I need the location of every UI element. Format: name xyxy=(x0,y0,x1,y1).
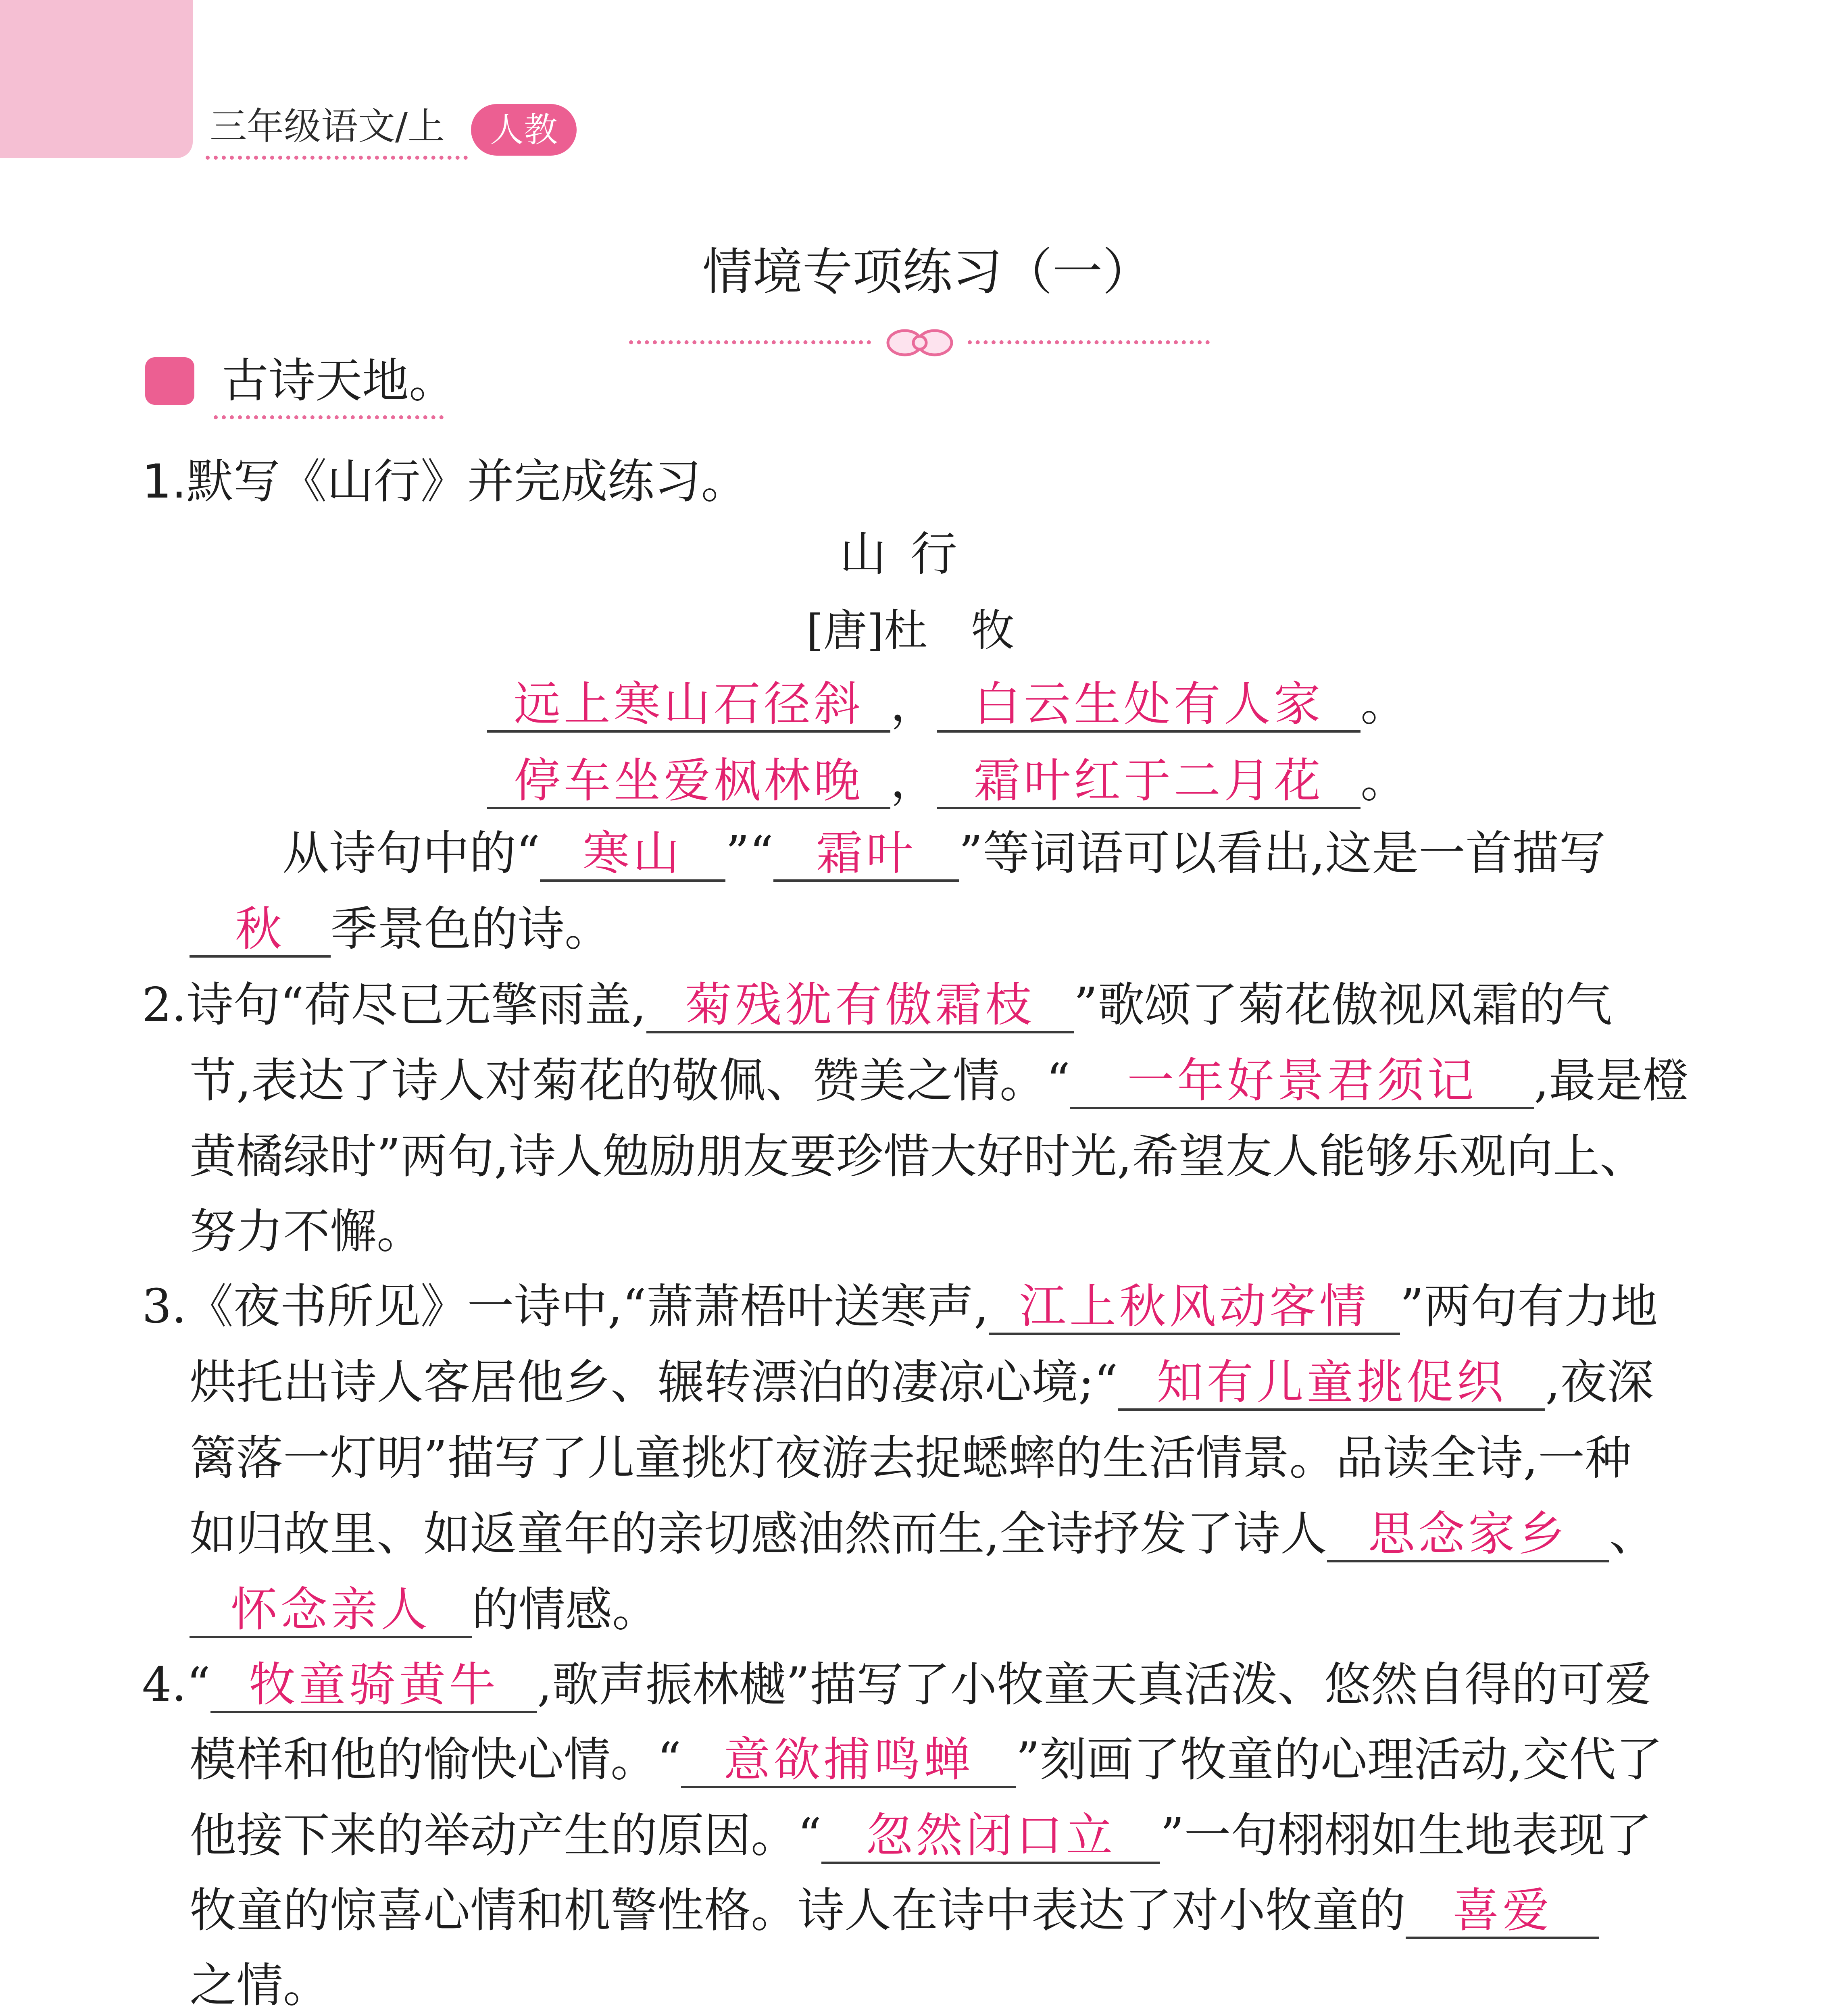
text: 烘托出诗人客居他乡、辗转漂泊的凄凉心境;“ xyxy=(190,1355,1118,1410)
text: 模样和他的愉快心情。“ xyxy=(190,1733,681,1787)
text: ,最是橙 xyxy=(1534,1054,1690,1108)
text: 他接下来的举动产生的原因。“ xyxy=(190,1808,822,1863)
text: 2.诗句“荷尽已无擎雨盖, xyxy=(142,978,646,1032)
q2-line-3: 黄橘绿时”两句,诗人勉励朋友要珍惜大好时光,希望友人能够乐观向上、 xyxy=(190,1129,1647,1184)
corner-tab xyxy=(0,0,193,158)
grade-label: 三年级语文/上 xyxy=(210,105,445,148)
answer-blank: 怀念亲人 xyxy=(190,1584,472,1638)
bow-icon xyxy=(885,327,954,359)
punct: ， xyxy=(890,754,937,808)
title-decoration xyxy=(629,327,1210,359)
section-bullet-icon xyxy=(145,357,194,405)
answer-blank: 知有儿童挑促织 xyxy=(1118,1357,1545,1411)
answer-blank: 一年好景君须记 xyxy=(1070,1055,1534,1109)
answer-blank: 思念家乡 xyxy=(1327,1508,1609,1562)
answer-blank: 远上寒山石径斜 xyxy=(487,679,890,733)
text: 3.《夜书所见》一诗中,“萧萧梧叶送寒声, xyxy=(142,1279,989,1334)
poem-line-2 xyxy=(487,751,1407,811)
text: 4.“ xyxy=(142,1658,210,1712)
q4-line-4 xyxy=(190,1881,1599,1941)
text: 从诗句中的“ xyxy=(282,826,540,881)
text: 牧童的惊喜心情和机警性格。诗人在诗中表达了对小牧童的 xyxy=(190,1883,1406,1938)
answer-blank: 霜叶 xyxy=(773,828,959,882)
text: ”一句栩栩如生地表现了 xyxy=(1160,1808,1652,1863)
text: 季景色的诗。 xyxy=(331,902,611,956)
title-dots-right xyxy=(968,340,1210,344)
section-underline xyxy=(214,415,444,419)
q3-line-4 xyxy=(190,1504,1656,1564)
title-dots-left xyxy=(629,340,871,344)
text: ,夜深 xyxy=(1545,1355,1654,1410)
text: ”歌颂了菊花傲视风霜的气 xyxy=(1073,978,1613,1032)
answer-blank: 忽然闭口立 xyxy=(821,1810,1160,1864)
text: ”刻画了牧童的心理活动,交代了 xyxy=(1016,1733,1663,1787)
answer-blank: 意欲捕鸣蝉 xyxy=(681,1734,1016,1788)
q1-line-a xyxy=(282,823,1606,884)
text: 节,表达了诗人对菊花的敬佩、赞美之情。“ xyxy=(190,1054,1071,1108)
text: 如归故里、如返童年的亲切感油然而生,全诗抒发了诗人 xyxy=(190,1507,1327,1561)
q2-line-4: 努力不懈。 xyxy=(190,1204,423,1259)
answer-blank: 江上秋风动客情 xyxy=(989,1281,1400,1335)
poem-title: 山行 xyxy=(840,527,981,581)
answer-blank: 菊残犹有傲霜枝 xyxy=(646,979,1074,1033)
section-title: 古诗天地。 xyxy=(222,354,456,408)
answer-blank: 白云生处有人家 xyxy=(937,679,1361,733)
poem-author: [唐]杜 牧 xyxy=(806,606,1015,656)
q2-line-2 xyxy=(190,1051,1689,1111)
answer-blank: 停车坐爱枫林晚 xyxy=(487,755,890,809)
text: ”两句有力地 xyxy=(1400,1279,1658,1334)
q3-line-2 xyxy=(190,1352,1654,1413)
text: ,歌声振林樾”描写了小牧童天真活泼、悠然自得的可爱 xyxy=(537,1658,1652,1712)
answer-blank: 秋 xyxy=(190,904,331,958)
text: 、 xyxy=(1609,1507,1656,1561)
answer-blank: 寒山 xyxy=(540,828,725,882)
q3-line-1 xyxy=(142,1277,1658,1337)
q4-line-1 xyxy=(142,1655,1652,1715)
q3-line-5 xyxy=(190,1580,659,1640)
answer-blank: 霜叶红于二月花 xyxy=(937,755,1361,809)
q4-line-5: 之情。 xyxy=(190,1958,330,2013)
punct: 。 xyxy=(1361,677,1407,731)
answer-blank: 牧童骑黄牛 xyxy=(210,1659,537,1713)
punct: 。 xyxy=(1361,754,1407,808)
q3-line-3: 篱落一灯明”描写了儿童挑灯夜游去捉蟋蟀的生活情景。品读全诗,一种 xyxy=(190,1431,1632,1485)
q1-prompt: 1.默写《山行》并完成练习。 xyxy=(142,454,748,509)
poem-line-1 xyxy=(487,674,1407,735)
text: ”“ xyxy=(725,826,773,881)
grade-divider xyxy=(206,156,468,160)
text: 的情感。 xyxy=(472,1583,659,1637)
edition-badge: 人教 xyxy=(471,104,577,156)
q4-line-3 xyxy=(190,1806,1652,1866)
punct: ， xyxy=(890,677,937,731)
answer-blank: 喜爱 xyxy=(1406,1885,1599,1939)
q1-line-b xyxy=(190,899,611,960)
text: ”等词语可以看出,这是一首描写 xyxy=(958,826,1606,881)
q2-line-1 xyxy=(142,975,1612,1035)
page-title: 情境专项练习（一） xyxy=(702,243,1152,301)
q4-line-2 xyxy=(190,1730,1663,1790)
